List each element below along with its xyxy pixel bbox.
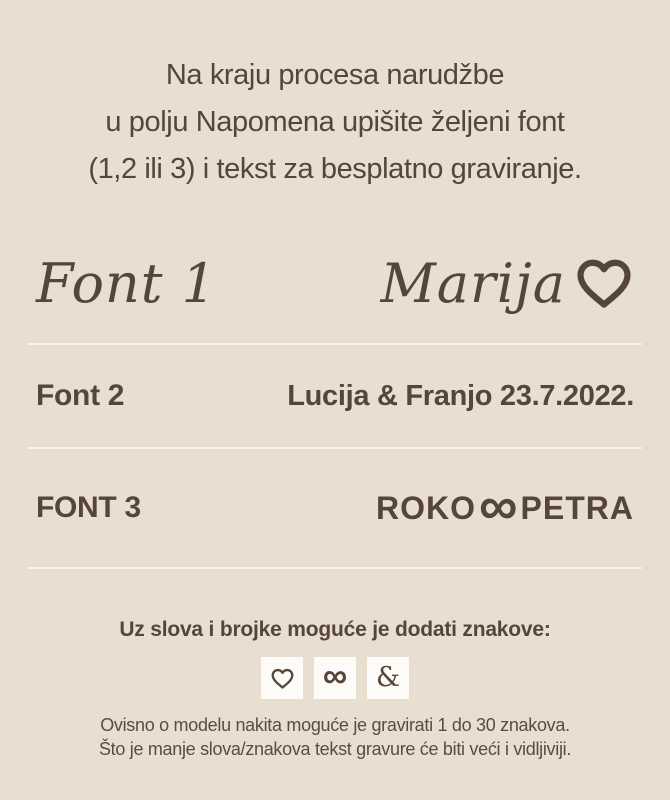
symbol-box-infinity: ∞ <box>314 657 356 699</box>
symbol-box-ampersand <box>367 657 409 699</box>
font2-label: Font 2 <box>36 379 125 412</box>
symbol-boxes <box>0 657 670 699</box>
ampersand-icon: & <box>375 661 401 693</box>
note-line-2: Što je manje slova/znakova tekst gravure će biti veći i vidljiviji. <box>98 739 572 759</box>
note-line-1: Ovisno o modelu nakita moguće je gravirati 1 do 30 znakova. <box>100 715 570 735</box>
intro-line-1: Na kraju procesa narudžbe <box>165 59 505 91</box>
symbol-box-heart <box>261 657 303 699</box>
font1-row <box>0 223 670 343</box>
intro-line-3: (1,2 ili 3) i tekst za besplatno graviranje. <box>88 153 582 185</box>
intro-line-2: u polju Napomena upišite željeni font <box>105 106 565 138</box>
heart-icon <box>270 667 295 690</box>
symbols-title: Uz slova i brojke moguće je dodati znakove: <box>119 618 551 641</box>
font1-example <box>380 252 634 315</box>
font3-label: FONT 3 <box>36 491 141 524</box>
font3-example-right: PETRA <box>520 489 634 526</box>
font2-example-text: Lucija & Franjo 23.7.2022. <box>287 379 634 412</box>
font2-row <box>0 345 670 447</box>
font3-example: ROKO ∞ PETRA <box>376 476 634 536</box>
font3-row <box>0 449 670 567</box>
heart-icon <box>574 255 634 311</box>
font1-label: Font 1 <box>36 251 218 315</box>
divider-3 <box>28 567 642 569</box>
font1-example-text: Marija <box>380 251 566 315</box>
intro-text <box>0 0 670 193</box>
note-text <box>0 713 670 761</box>
font3-example-left: ROKO <box>376 489 477 526</box>
